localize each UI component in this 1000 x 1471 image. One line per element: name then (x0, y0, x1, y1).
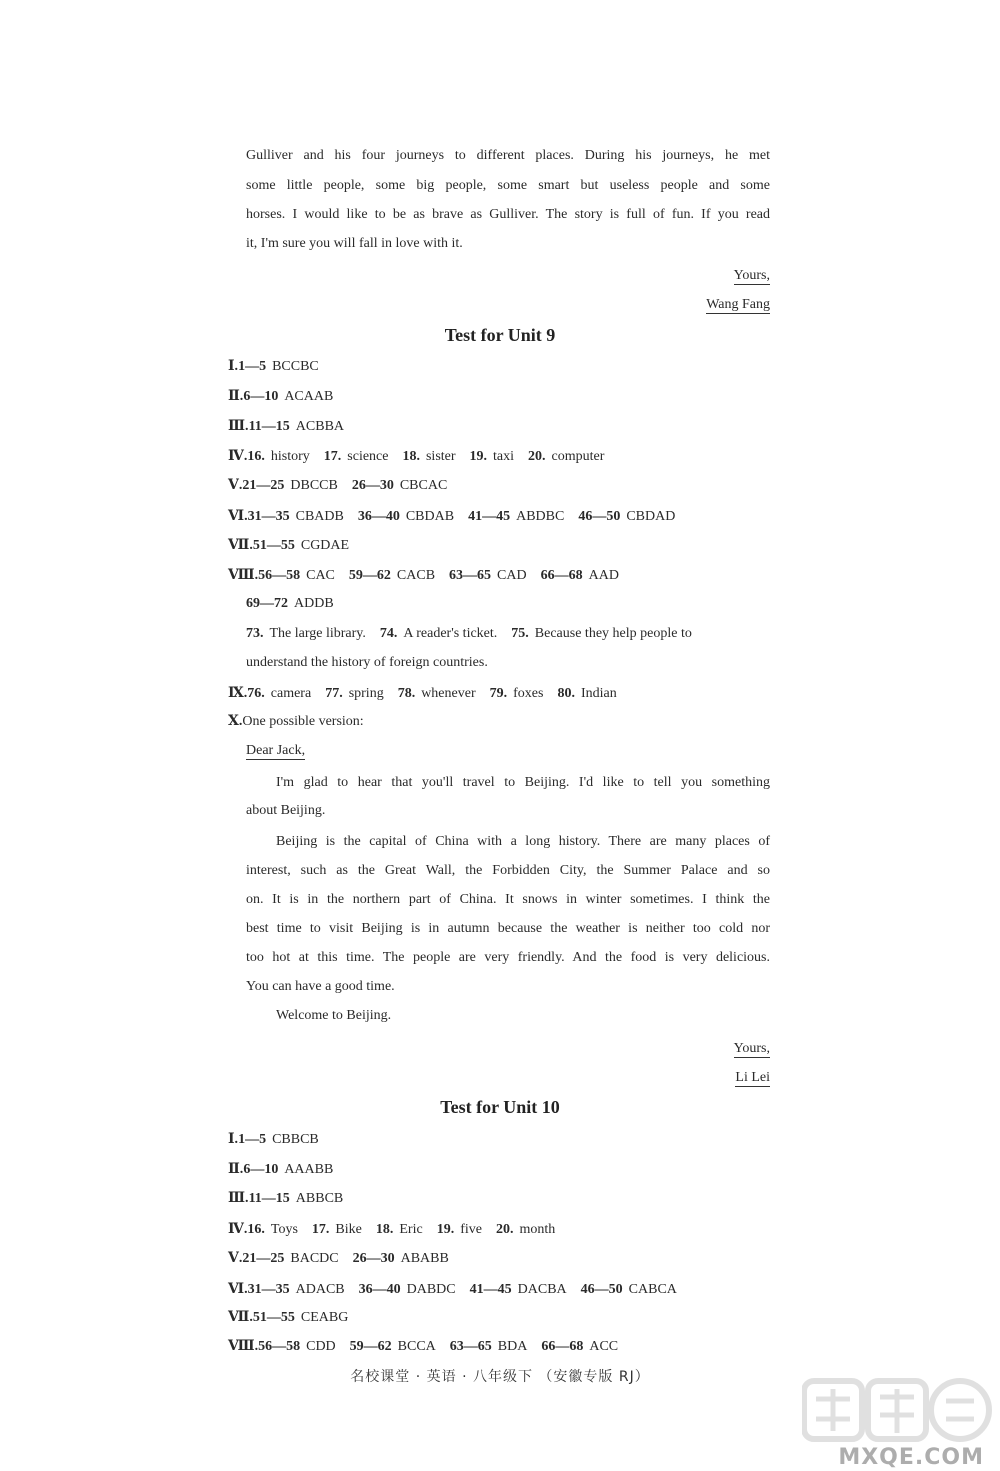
answer-group (511, 626, 692, 642)
letter-greeting: Dear Jack, (246, 743, 306, 758)
answer-group (247, 449, 309, 465)
question-range: 74. (379, 626, 398, 641)
answer-group (242, 1251, 338, 1267)
answer-value: understand the history of foreign countries. (246, 655, 488, 670)
answer-value: foxes (513, 686, 544, 701)
letter-closing: Yours, (733, 1041, 770, 1056)
question-range: 1—5 (238, 359, 267, 374)
section-numeral: Ⅰ. (228, 359, 239, 374)
unit10-answer-row (228, 1131, 319, 1148)
question-range: 11—15 (248, 1191, 290, 1206)
answer-value: Toys (270, 1222, 298, 1237)
answer-group (242, 478, 337, 494)
section-numeral: Ⅴ. (228, 1251, 243, 1266)
answer-group (258, 1339, 336, 1355)
question-range: 63—65 (449, 1339, 492, 1354)
answer-value: CACB (396, 568, 436, 583)
question-range: 59—62 (349, 1339, 392, 1354)
question-range: 66—68 (541, 1339, 584, 1354)
question-range: 51—55 (252, 538, 295, 553)
question-range: 21—25 (242, 478, 285, 493)
unit10-answer-row (228, 1250, 449, 1267)
section-numeral: Ⅱ. (228, 389, 244, 404)
answer-value: AAABB (284, 1162, 334, 1177)
answer-group (470, 1282, 567, 1298)
section-numeral: Ⅴ. (228, 478, 243, 493)
answer-group (243, 389, 333, 405)
question-range: 63—65 (449, 568, 492, 583)
question-range: 46—50 (580, 1282, 623, 1297)
answer-value: DBCCB (290, 478, 338, 493)
answer-value: The large library. (269, 626, 366, 641)
answer-value: A reader's ticket. (403, 626, 498, 641)
question-range: 36—40 (358, 1282, 401, 1297)
section-numeral: Ⅰ. (228, 1132, 239, 1147)
answer-group (238, 359, 319, 375)
section-numeral: Ⅲ. (228, 1191, 249, 1206)
answer-value: month (519, 1222, 556, 1237)
section-numeral: Ⅷ. (228, 1339, 259, 1354)
answer-value: BCCBC (272, 359, 319, 374)
question-range: 80. (557, 686, 575, 701)
answer-value: ADDB (294, 596, 334, 611)
question-range: 75. (511, 626, 529, 641)
question-range: 20. (495, 1222, 514, 1237)
question-range: 31—35 (247, 1282, 290, 1297)
answer-value: ABBCB (295, 1191, 344, 1206)
section-numeral: Ⅹ. (228, 714, 243, 729)
section-numeral: Ⅳ. (228, 1222, 248, 1237)
unit9-answer-row (228, 358, 319, 375)
question-range: 19. (436, 1222, 455, 1237)
question-range: 78. (397, 686, 416, 701)
intro-line: some little people, some big people, some smart but useless people and some (246, 178, 770, 193)
answer-group (581, 1282, 677, 1298)
answer-group (470, 449, 515, 465)
question-range: 36—40 (357, 509, 400, 524)
answer-group (541, 568, 619, 584)
question-range: 16. (247, 449, 265, 464)
letter-line: too hot at this time. The people are very friendly. And the food is very delicious. (246, 950, 770, 965)
question-range: 6—10 (243, 389, 279, 404)
answer-group (398, 686, 476, 702)
question-range: 76. (247, 686, 265, 701)
question-range: 56—58 (258, 568, 301, 583)
answer-value: computer (551, 449, 605, 464)
question-range: 59—62 (348, 568, 391, 583)
answer-group (247, 686, 311, 702)
answer-group (490, 686, 544, 702)
answer-group (325, 686, 384, 702)
answer-value: ABABB (400, 1251, 449, 1266)
answer-value: CBDAD (626, 509, 676, 524)
answer-value: CBADB (295, 509, 344, 524)
section-numeral: Ⅳ. (228, 449, 248, 464)
answer-value: Eric (399, 1222, 423, 1237)
letter-line: about Beijing. (246, 803, 326, 818)
section-numeral: Ⅵ. (228, 1282, 248, 1297)
answer-group (376, 1222, 423, 1238)
answer-value: CGDAE (300, 538, 350, 553)
question-range: 17. (323, 449, 342, 464)
answer-group (249, 1191, 344, 1207)
answer-group (253, 538, 349, 554)
answer-value: history (270, 449, 310, 464)
question-range: 16. (247, 1222, 265, 1237)
section-numeral: Ⅶ. (228, 538, 253, 553)
answer-value: BACDC (290, 1251, 339, 1266)
question-range: 18. (402, 449, 420, 464)
unit9-answer-row (246, 655, 488, 671)
question-range: 79. (489, 686, 508, 701)
answer-group (247, 1222, 298, 1238)
answer-group (324, 449, 389, 465)
question-range: 21—25 (242, 1251, 285, 1266)
question-range: 20. (528, 449, 546, 464)
section-numeral: Ⅸ. (228, 686, 248, 701)
answer-value: Indian (580, 686, 617, 701)
answer-value: One possible version: (242, 714, 364, 729)
answer-value: Bike (335, 1222, 362, 1237)
answer-group (450, 1339, 528, 1355)
answer-value: BDA (497, 1339, 528, 1354)
answer-group (238, 1132, 319, 1148)
answer-group (246, 626, 366, 642)
answer-value: AAD (588, 568, 619, 583)
answer-value: CBBCB (272, 1132, 319, 1147)
unit9-answer-row (246, 596, 334, 612)
question-range: 73. (246, 626, 264, 641)
intro-line: it, I'm sure you will fall in love with it. (246, 236, 463, 251)
letter-line: Beijing is the capital of China with a long history. There are many places of (276, 834, 770, 849)
question-range: 69—72 (246, 596, 288, 611)
unit9-answer-row (228, 537, 349, 554)
answer-group (258, 568, 335, 584)
answer-value: ABDBC (516, 509, 565, 524)
answer-group (380, 626, 497, 642)
unit10-answer-row (228, 1281, 677, 1298)
question-range: 6—10 (243, 1162, 279, 1177)
answer-group (496, 1222, 555, 1238)
answer-group (349, 568, 435, 584)
intro-closing: Yours, (733, 268, 770, 283)
unit9-answer-row (228, 567, 619, 584)
question-range: 11—15 (248, 419, 290, 434)
letter-line: You can have a good time. (246, 979, 395, 994)
question-range: 26—30 (352, 1251, 395, 1266)
answer-group (353, 1251, 449, 1267)
question-range: 66—68 (540, 568, 583, 583)
answer-group (578, 509, 675, 525)
section-numeral: Ⅶ. (228, 1310, 253, 1325)
answer-group (246, 655, 488, 671)
answer-group (242, 714, 363, 730)
intro-signature: Wang Fang (706, 297, 770, 312)
question-range: 41—45 (468, 509, 511, 524)
unit9-answer-row (228, 713, 364, 730)
unit10-title: Test for Unit 10 (440, 1097, 560, 1117)
answer-group (253, 1310, 348, 1326)
answer-value: Because they help people to (534, 626, 692, 641)
letter-line: interest, such as the Great Wall, the Forbidden City, the Summer Palace and so (246, 863, 770, 878)
section-numeral: Ⅱ. (228, 1162, 244, 1177)
unit9-answer-row (228, 418, 344, 435)
answer-group (449, 568, 527, 584)
answer-value: CABCA (628, 1282, 677, 1297)
section-numeral: Ⅲ. (228, 419, 249, 434)
answer-group (248, 509, 344, 525)
answer-value: five (460, 1222, 482, 1237)
section-numeral: Ⅵ. (228, 509, 248, 524)
answer-group (402, 449, 455, 465)
question-range: 51—55 (252, 1310, 295, 1325)
letter-line: on. It is in the northern part of China. It snows in winter sometimes. I think the (246, 892, 770, 907)
question-range: 77. (325, 686, 343, 701)
unit10-answer-row (228, 1221, 555, 1238)
unit9-title: Test for Unit 9 (444, 325, 556, 345)
watermark-text: MXQE.COM (838, 1445, 984, 1470)
answer-value: whenever (421, 686, 476, 701)
question-range: 56—58 (258, 1339, 301, 1354)
answer-value: CEABG (300, 1310, 349, 1325)
letter-line: Welcome to Beijing. (276, 1008, 392, 1023)
answer-value: science (347, 449, 389, 464)
letter-line: I'm glad to hear that you'll travel to Beijing. I'd like to tell you something (276, 775, 770, 790)
question-range: 31—35 (247, 509, 290, 524)
unit10-answer-row (228, 1190, 343, 1207)
unit10-answer-row (228, 1338, 618, 1355)
answer-group (557, 686, 616, 702)
answer-value: ACAAB (284, 389, 334, 404)
answer-group (352, 478, 447, 494)
unit9-answer-row (228, 388, 333, 405)
page-footer: 名校课堂 · 英语 · 八年级下 （安徽专版 RJ） (350, 1369, 650, 1385)
answer-group (437, 1222, 482, 1238)
answer-value: ADACB (295, 1282, 345, 1297)
answer-group (243, 1162, 333, 1178)
answer-group (246, 596, 334, 612)
question-range: 46—50 (578, 509, 621, 524)
question-range: 17. (311, 1222, 330, 1237)
answer-value: DABDC (406, 1282, 456, 1297)
unit9-answer-row (228, 508, 675, 525)
answer-value: spring (348, 686, 384, 701)
answer-group (358, 509, 454, 525)
answer-group (350, 1339, 436, 1355)
answer-group (359, 1282, 456, 1298)
unit9-answer-row (246, 626, 692, 642)
question-range: 26—30 (351, 478, 394, 493)
unit9-answer-row (228, 477, 447, 494)
letter-line: best time to visit Beijing is in autumn because the weather is neither too cold nor (246, 921, 770, 936)
question-range: 18. (375, 1222, 394, 1237)
answer-value: DACBA (517, 1282, 567, 1297)
answer-group (528, 449, 604, 465)
answer-value: CBCAC (399, 478, 448, 493)
answer-value: CAD (497, 568, 527, 583)
answer-value: ACC (589, 1339, 619, 1354)
answer-group (312, 1222, 362, 1238)
answer-value: camera (270, 686, 312, 701)
intro-line: Gulliver and his four journeys to different places. During his journeys, he met (246, 148, 770, 163)
answer-value: CDD (306, 1339, 336, 1354)
answer-group (468, 509, 564, 525)
answer-group (248, 1282, 345, 1298)
question-range: 19. (469, 449, 488, 464)
intro-line: horses. I would like to be as brave as Gulliver. The story is full of fun. If you read (246, 207, 770, 222)
answer-value: CAC (306, 568, 335, 583)
answer-value: ACBBA (295, 419, 345, 434)
answer-value: CBDAB (405, 509, 455, 524)
unit10-answer-row (228, 1161, 333, 1178)
answer-group (249, 419, 344, 435)
question-range: 41—45 (469, 1282, 512, 1297)
unit9-answer-row (228, 448, 604, 465)
unit9-answer-row (228, 685, 617, 702)
answer-value: BCCA (397, 1339, 436, 1354)
section-numeral: Ⅷ. (228, 568, 259, 583)
answer-group (541, 1339, 618, 1355)
question-range: 1—5 (238, 1132, 267, 1147)
answer-value: sister (425, 449, 456, 464)
answer-value: taxi (493, 449, 515, 464)
unit10-answer-row (228, 1309, 348, 1326)
letter-signature: Li Lei (735, 1070, 770, 1085)
